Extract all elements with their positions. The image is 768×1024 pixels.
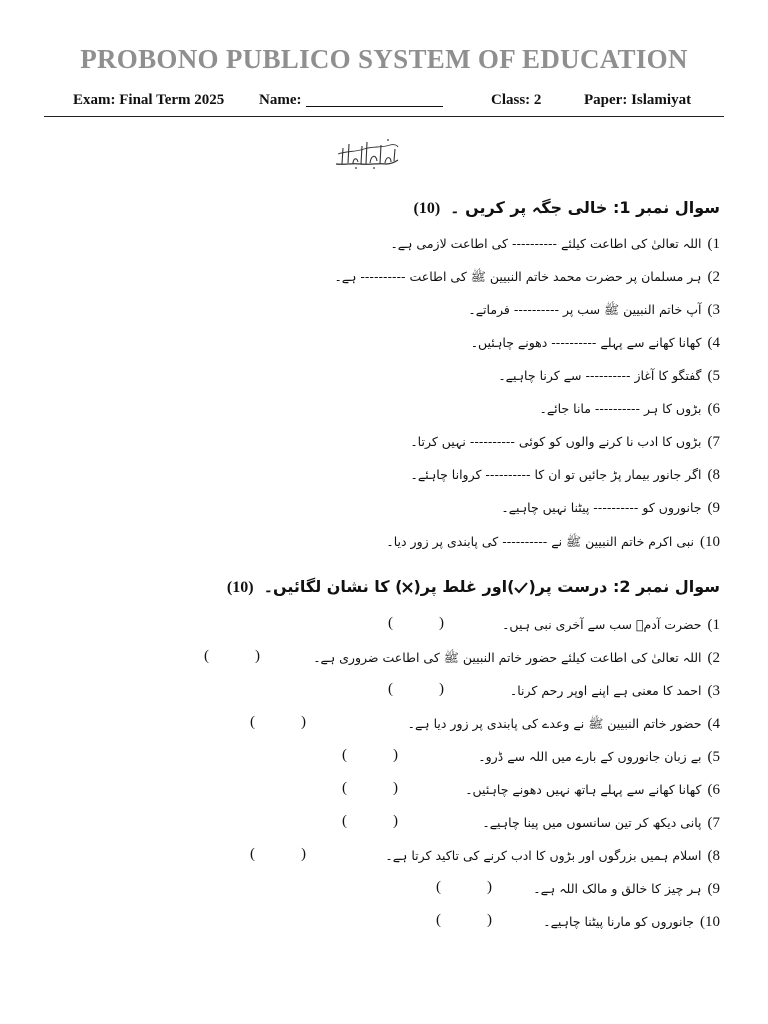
question-text: نبی اکرم خاتم النبیین ﷺ نے ---------- کی پابندی پر زور دیا۔: [386, 534, 694, 549]
question-number: 6): [707, 401, 720, 417]
question-text: آپ خاتم النبیین ﷺ سب پر ---------- فرماتے۔: [468, 302, 702, 317]
fill-blank-question-6: [540, 399, 721, 419]
question-text: حضور خاتم النبیین ﷺ نے وعدے کی پابندی پر زور دیا ہے۔: [407, 716, 702, 731]
question-number: 5): [707, 749, 720, 765]
true-false-question-6: [465, 780, 720, 800]
bismillah-calligraphy: [334, 136, 400, 172]
answer-brackets[interactable]: ( ): [342, 780, 398, 796]
question-number: 5): [707, 368, 720, 384]
true-false-question-3: [510, 681, 720, 701]
fill-blank-question-7: [410, 432, 720, 452]
question-number: 6): [707, 782, 720, 798]
exam-label: Exam: Final Term 2025: [73, 92, 225, 108]
true-false-question-2: [313, 648, 720, 668]
school-title: PROBONO PUBLICO SYSTEM OF EDUCATION: [80, 44, 688, 74]
true-false-question-7: [482, 813, 720, 833]
exam-info-row: [73, 92, 713, 114]
section1-title: سوال نمبر 1: خالی جگہ پر کریں ۔: [450, 198, 720, 217]
answer-brackets[interactable]: ( ): [436, 879, 492, 895]
answer-brackets[interactable]: ( ): [342, 747, 398, 763]
question-text: اللہ تعالیٰ کی اطاعت کیلئے حضور خاتم النبیین ﷺ کی اطاعت ضروری ہے۔: [313, 650, 702, 665]
name-blank-line[interactable]: [306, 106, 443, 107]
question-number: 2): [707, 269, 720, 285]
fill-blank-question-4: [471, 333, 720, 353]
fill-blank-question-5: [498, 366, 720, 386]
question-number: 3): [707, 683, 720, 699]
question-number: 7): [707, 815, 720, 831]
class-label: Class: 2: [491, 92, 542, 108]
fill-blank-question-10: [386, 532, 720, 552]
question-number: 8): [707, 848, 720, 864]
question-text: اللہ تعالیٰ کی اطاعت کیلئے ---------- کی اطاعت لازمی ہے۔: [390, 236, 702, 251]
question-text: گفتگو کا آغاز ---------- سے کرنا چاہیے۔: [498, 368, 702, 383]
question-number: 4): [707, 335, 720, 351]
question-text: ہر چیز کا خالق و مالک اللہ ہے۔: [533, 881, 702, 896]
fill-blank-question-2: [334, 267, 720, 287]
answer-brackets[interactable]: ( ): [436, 912, 492, 928]
question-text: حضرت آدمؑ سب سے آخری نبی ہیں۔: [502, 617, 702, 632]
true-false-question-4: [408, 714, 720, 734]
section2-heading: [227, 577, 720, 597]
section2-marks: (10): [226, 579, 254, 596]
section2-title-part2: )اور غلط پر(: [413, 577, 515, 596]
answer-brackets[interactable]: ( ): [250, 846, 306, 862]
answer-brackets[interactable]: ( ): [388, 615, 444, 631]
name-label: Name:: [259, 92, 302, 108]
question-text: بڑوں کا ہر ---------- مانا جائے۔: [539, 401, 702, 416]
question-text: پانی دیکھ کر تین سانسوں میں پینا چاہیے۔: [482, 815, 702, 830]
question-text: بڑوں کا ادب نا کرنے والوں کو کوئی ---------- نہیں کرتا۔: [410, 434, 702, 449]
question-text: جانوروں کو مارنا پیٹنا چاہیے۔: [543, 914, 694, 929]
question-number: 8): [707, 467, 720, 483]
cross-mark-icon: [402, 582, 413, 593]
question-text: بے زبان جانوروں کے بارے میں اللہ سے ڈرو۔: [478, 749, 702, 764]
question-text: جانوروں کو ---------- پیٹنا نہیں چاہیے۔: [501, 500, 702, 515]
fill-blank-question-3: [468, 300, 720, 320]
question-text: اگر جانور بیمار پڑ جائیں تو ان کا ---------- کروانا چاہئے۔: [410, 467, 702, 482]
question-number: 1): [707, 617, 720, 633]
question-number: 10): [700, 914, 720, 930]
paper-label: Paper: Islamiyat: [584, 92, 692, 108]
fill-blank-question-9: [501, 498, 720, 518]
question-number: 3): [707, 302, 720, 318]
section2-title-part1: سوال نمبر 2: درست پر(: [528, 577, 720, 596]
true-false-question-1: [502, 615, 720, 635]
section1-heading: [414, 198, 721, 218]
question-text: کھانا کھانے سے پہلے ہاتھ نہیں دھونے چاہئیں۔: [465, 782, 702, 797]
true-false-question-8: [385, 846, 720, 866]
question-number: 1): [707, 236, 720, 252]
fill-blank-question-8: [411, 465, 720, 485]
question-text: اسلام ہمیں بزرگوں اور بڑوں کا ادب کرنے کی تاکید کرتا ہے۔: [385, 848, 702, 863]
answer-brackets[interactable]: ( ): [388, 681, 444, 697]
fill-blank-question-1: [390, 234, 720, 254]
answer-brackets[interactable]: ( ): [342, 813, 398, 829]
question-number: 7): [707, 434, 720, 450]
true-false-question-5: [478, 747, 720, 767]
header-divider: [44, 116, 724, 117]
check-mark-icon: [514, 582, 528, 594]
question-number: 9): [707, 881, 720, 897]
section2-title-part3: ) کا نشان لگائیں۔: [263, 577, 403, 596]
question-text: احمد کا معنی ہے اپنے اوپر رحم کرنا۔: [509, 683, 702, 698]
true-false-question-9: [533, 879, 720, 899]
question-number: 10): [700, 534, 720, 550]
question-text: ہر مسلمان پر حضرت محمد خاتم النبیین ﷺ کی اطاعت ---------- ہے۔: [334, 269, 702, 284]
answer-brackets[interactable]: ( ): [204, 648, 260, 664]
true-false-question-10: [543, 912, 720, 932]
question-number: 4): [707, 716, 720, 732]
question-number: 2): [707, 650, 720, 666]
section1-marks: (10): [413, 200, 441, 217]
question-number: 9): [707, 500, 720, 516]
answer-brackets[interactable]: ( ): [250, 714, 306, 730]
question-text: کھانا کھانے سے پہلے ---------- دھونے چاہئیں۔: [470, 335, 702, 350]
